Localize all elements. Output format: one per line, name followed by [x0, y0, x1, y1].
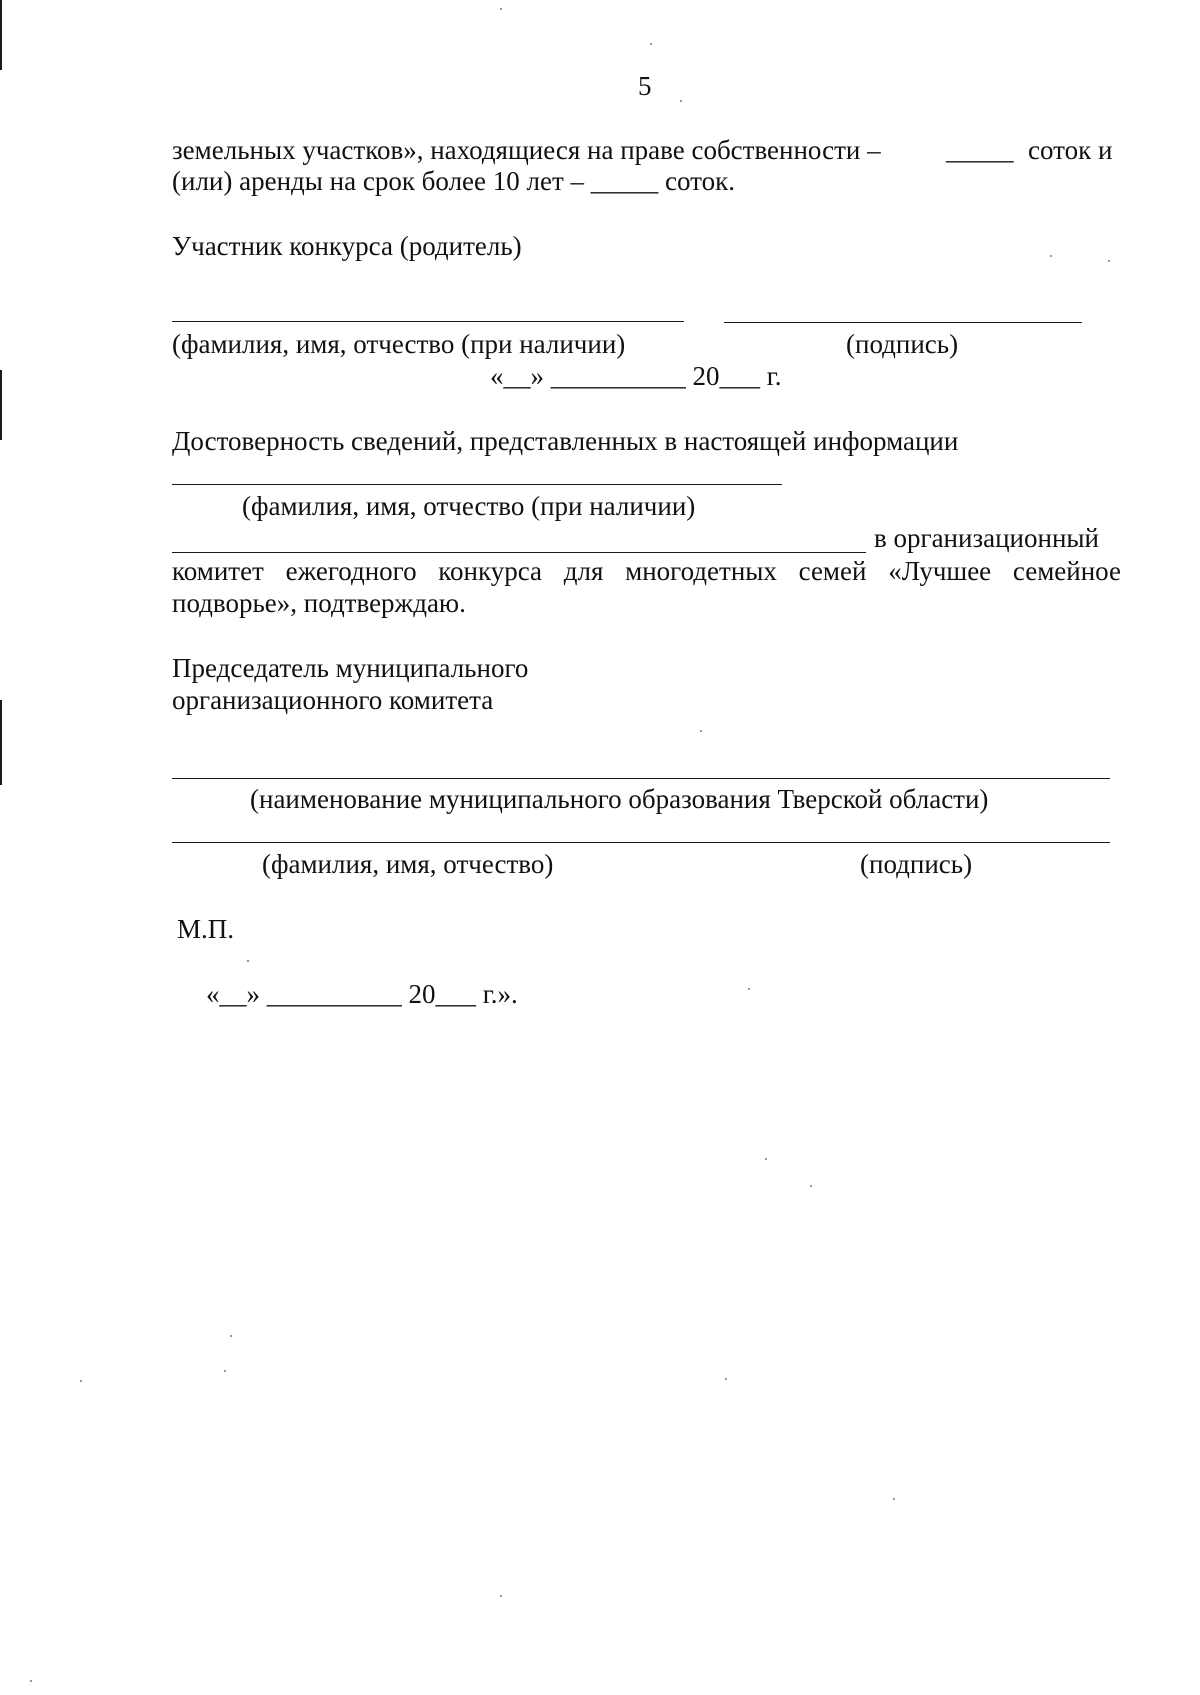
page-number: 5 — [638, 71, 652, 101]
scan-speck — [810, 1185, 812, 1187]
participant-name-line — [172, 321, 684, 322]
scan-edge-mark — [0, 0, 2, 70]
scan-speck — [650, 43, 652, 45]
chairman-signature-caption: (подпись) — [860, 849, 973, 879]
intro-line-1-right: соток и — [1028, 135, 1113, 165]
intro-line-1-blank: _____ — [946, 135, 1014, 165]
scan-speck — [230, 1335, 232, 1337]
chairman-name-caption: (фамилия, имя, отчество) — [262, 849, 554, 879]
scan-speck — [748, 988, 750, 990]
verification-title: Достоверность сведений, представленных в настоящей информации — [172, 426, 959, 456]
participant-signature-caption: (подпись) — [846, 329, 959, 359]
chairman-name-signature-line — [172, 842, 1110, 843]
chairman-title-line-2: организационного комитета — [172, 685, 494, 715]
scan-speck — [247, 960, 249, 962]
scan-speck — [700, 730, 702, 732]
verification-line-3: подворье», подтверждаю. — [172, 588, 466, 618]
verification-name-line — [172, 484, 782, 485]
seal-label: М.П. — [177, 914, 235, 944]
scan-speck — [224, 1370, 226, 1372]
scan-speck — [30, 1680, 32, 1682]
verification-committee-line — [172, 552, 866, 553]
participant-title: Участник конкурса (родитель) — [172, 231, 522, 261]
scan-speck — [725, 1378, 727, 1380]
verification-line-2: комитет ежегодного конкурса для многодетных семей «Лучшее семейное — [172, 556, 1121, 586]
scan-speck — [500, 8, 502, 10]
scan-speck — [80, 1380, 82, 1382]
participant-name-caption: (фамилия, имя, отчество (при наличии) — [172, 329, 626, 359]
scan-speck — [765, 1158, 767, 1160]
intro-line-1-left: земельных участков», находящиеся на праве собственности – — [172, 135, 881, 165]
scan-speck — [500, 1595, 502, 1597]
chairman-title-line-1: Председатель муниципального — [172, 653, 529, 683]
chairman-date-line: «__» __________ 20___ г.». — [206, 979, 518, 1009]
scan-speck — [893, 1498, 895, 1500]
participant-signature-line — [724, 322, 1082, 323]
verification-line-1-tail: в организационный — [874, 523, 1099, 553]
scan-speck — [1108, 260, 1110, 262]
municipality-line — [172, 778, 1110, 779]
verification-name-caption: (фамилия, имя, отчество (при наличии) — [242, 491, 696, 521]
municipality-caption: (наименование муниципального образования Тверской области) — [250, 784, 989, 814]
scan-edge-mark — [0, 370, 2, 440]
participant-date-line: «__» __________ 20___ г. — [490, 361, 782, 391]
scan-speck — [1050, 255, 1052, 257]
scan-edge-mark — [0, 700, 2, 785]
intro-line-2: (или) аренды на срок более 10 лет – _____ соток. — [172, 166, 735, 196]
scan-speck — [680, 100, 682, 102]
